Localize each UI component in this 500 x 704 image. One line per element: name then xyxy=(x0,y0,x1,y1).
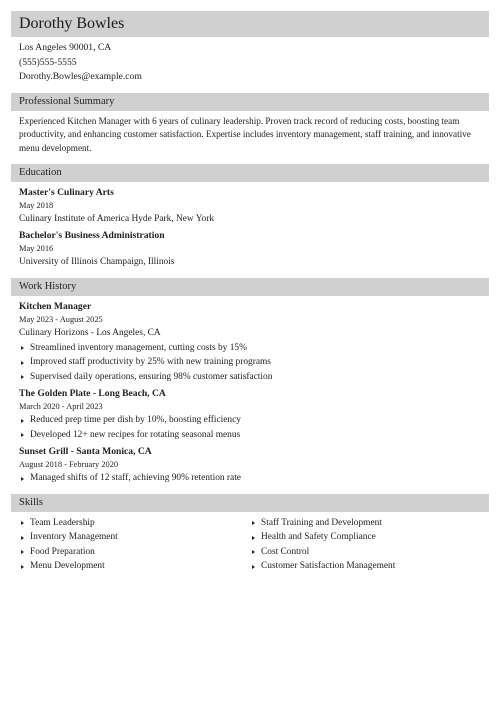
list-item: Streamlined inventory management, cutting costs by 15% xyxy=(19,341,481,356)
bullet-icon xyxy=(21,433,24,437)
bullet-icon xyxy=(21,536,24,540)
section-heading-summary: Professional Summary xyxy=(11,93,489,111)
job-bullets xyxy=(19,471,481,486)
job-bullets xyxy=(19,341,481,385)
bullet-icon xyxy=(252,521,255,525)
list-item: Staff Training and Development xyxy=(250,516,481,531)
bullet-icon xyxy=(252,550,255,554)
bullet-icon xyxy=(21,565,24,569)
bullet-icon xyxy=(252,536,255,540)
job-date: May 2023 - August 2025 xyxy=(19,314,103,324)
list-item: Improved staff productivity by 25% with new training programs xyxy=(19,355,481,370)
section-heading-work: Work History xyxy=(11,278,489,296)
work-item xyxy=(19,387,481,442)
skills-list xyxy=(11,512,489,574)
summary-text: Experienced Kitchen Manager with 6 years of culinary leadership. Proven track record of reducing costs, boosting team productivity, and enhancing customer satisfaction. Expertise includes inventory management, staff training, and innovative menu development. xyxy=(19,115,471,154)
name-header xyxy=(11,11,489,37)
list-item: Food Preparation xyxy=(19,545,250,560)
list-item: Managed shifts of 12 staff, achieving 90% retention rate xyxy=(19,471,481,486)
section-heading-skills: Skills xyxy=(11,494,489,512)
degree: Master's Culinary Arts xyxy=(19,186,114,198)
degree: Bachelor's Business Administration xyxy=(19,229,165,241)
education-date: May 2018 xyxy=(19,200,54,210)
contact-info xyxy=(11,37,489,85)
school: Culinary Institute of America Hyde Park, New York xyxy=(19,213,215,224)
email: Dorothy.Bowles@example.com xyxy=(19,71,142,82)
bullet-icon xyxy=(21,550,24,554)
list-item: Customer Satisfaction Management xyxy=(250,559,481,574)
list-item: Team Leadership xyxy=(19,516,250,531)
skills-column-right xyxy=(250,516,481,574)
education-item xyxy=(19,186,481,227)
skills-column-left xyxy=(19,516,250,574)
bullet-icon xyxy=(21,346,24,350)
bullet-icon xyxy=(21,375,24,379)
job-title: The Golden Plate - Long Beach, CA xyxy=(19,388,166,400)
list-item: Health and Safety Compliance xyxy=(250,530,481,545)
list-item: Menu Development xyxy=(19,559,250,574)
list-item: Inventory Management xyxy=(19,530,250,545)
candidate-name: Dorothy Bowles xyxy=(19,15,125,32)
job-date: August 2018 - February 2020 xyxy=(19,460,119,470)
job-title: Kitchen Manager xyxy=(19,300,92,312)
work-item xyxy=(19,445,481,486)
school: University of Illinois Champaign, Illinois xyxy=(19,256,175,267)
job-title: Sunset Grill - Santa Monica, CA xyxy=(19,446,152,458)
job-bullets xyxy=(19,413,481,442)
job-date: March 2020 - April 2023 xyxy=(19,402,103,412)
bullet-icon xyxy=(21,361,24,365)
list-item: Developed 12+ new recipes for rotating seasonal menus xyxy=(19,428,481,443)
work-item xyxy=(19,300,481,385)
list-item: Cost Control xyxy=(250,545,481,560)
address: Los Angeles 90001, CA xyxy=(19,42,112,53)
bullet-icon xyxy=(252,565,255,569)
education-date: May 2016 xyxy=(19,243,54,253)
bullet-icon xyxy=(21,521,24,525)
phone: (555)555-5555 xyxy=(19,56,77,68)
list-item: Supervised daily operations, ensuring 98% customer satisfaction xyxy=(19,370,481,385)
company: Culinary Horizons - Los Angeles, CA xyxy=(19,327,161,338)
education-item xyxy=(19,229,481,270)
list-item: Reduced prep time per dish by 10%, boosting efficiency xyxy=(19,413,481,428)
work-list xyxy=(11,296,489,486)
section-heading-education: Education xyxy=(11,164,489,182)
education-list xyxy=(11,182,489,270)
bullet-icon xyxy=(21,477,24,481)
bullet-icon xyxy=(21,419,24,423)
